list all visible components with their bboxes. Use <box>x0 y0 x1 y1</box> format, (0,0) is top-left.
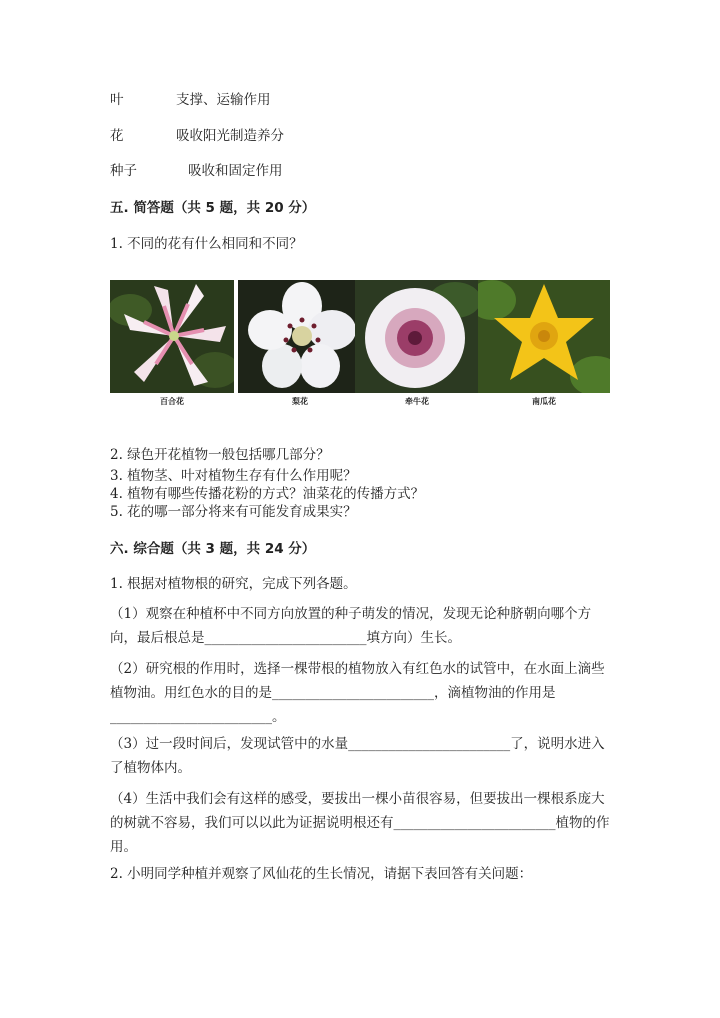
section-heading: 五. 简答题（共 5 题，共 20 分） <box>110 200 316 216</box>
question-text: 4. 植物有哪些传播花粉的方式？油菜花的传播方式？ <box>110 486 425 502</box>
pumpkin-flower-photo <box>478 280 610 393</box>
question-text: 5. 花的哪一部分将来有可能发育成果实？ <box>110 504 357 520</box>
flower-caption: 南瓜花 <box>532 396 556 406</box>
match-part: 叶 <box>110 92 124 108</box>
flower-caption: 百合花 <box>160 396 184 406</box>
question-text: 3. 植物茎、叶对植物生存有什么作用呢？ <box>110 468 357 484</box>
question-text: （4）生活中我们会有这样的感受，要拔出一棵小苗很容易，但要拔出一棵根系庞大的树就不容易，我们可以以此为证据说明根还有________________________植物的作用。 <box>110 791 610 855</box>
question-text: （1）观察在种植杯中不同方向放置的种子萌发的情况，发现无论种脐朝向哪个方向，最后根总是________________________填方向）生长。 <box>110 606 592 646</box>
question-text: （2）研究根的作用时，选择一棵带根的植物放入有红色水的试管中，在水面上滴些植物油。用红色水的目的是________________________，滴植物油的作用是________________________。 <box>110 661 605 725</box>
match-function: 吸收和固定作用 <box>188 163 283 179</box>
match-row <box>110 88 271 108</box>
question-text: 1. 不同的花有什么相同和不同？ <box>110 236 303 252</box>
match-part: 花 <box>110 128 124 144</box>
match-function: 吸收阳光制造养分 <box>176 128 284 144</box>
question-text: 2. 小明同学种植并观察了风仙花的生长情况，请据下表回答有关问题： <box>110 866 533 882</box>
lily-photo <box>110 280 234 393</box>
flower-caption: 梨花 <box>292 396 308 406</box>
pear-blossom-photo <box>238 280 362 393</box>
question-text: （3）过一段时间后，发现试管中的水量________________________了，说明水进入了植物体内。 <box>110 736 605 776</box>
match-row <box>110 159 283 179</box>
match-part: 种子 <box>110 163 137 179</box>
match-function: 支撑、运输作用 <box>176 92 271 108</box>
section-heading: 六. 综合题（共 3 题，共 24 分） <box>110 541 316 557</box>
morning-glory-photo <box>355 280 479 393</box>
question-text: 1. 根据对植物根的研究，完成下列各题。 <box>110 576 357 592</box>
match-row <box>110 124 284 144</box>
question-text: 2. 绿色开花植物一般包括哪几部分？ <box>110 447 330 463</box>
flower-caption: 牵牛花 <box>405 396 429 406</box>
